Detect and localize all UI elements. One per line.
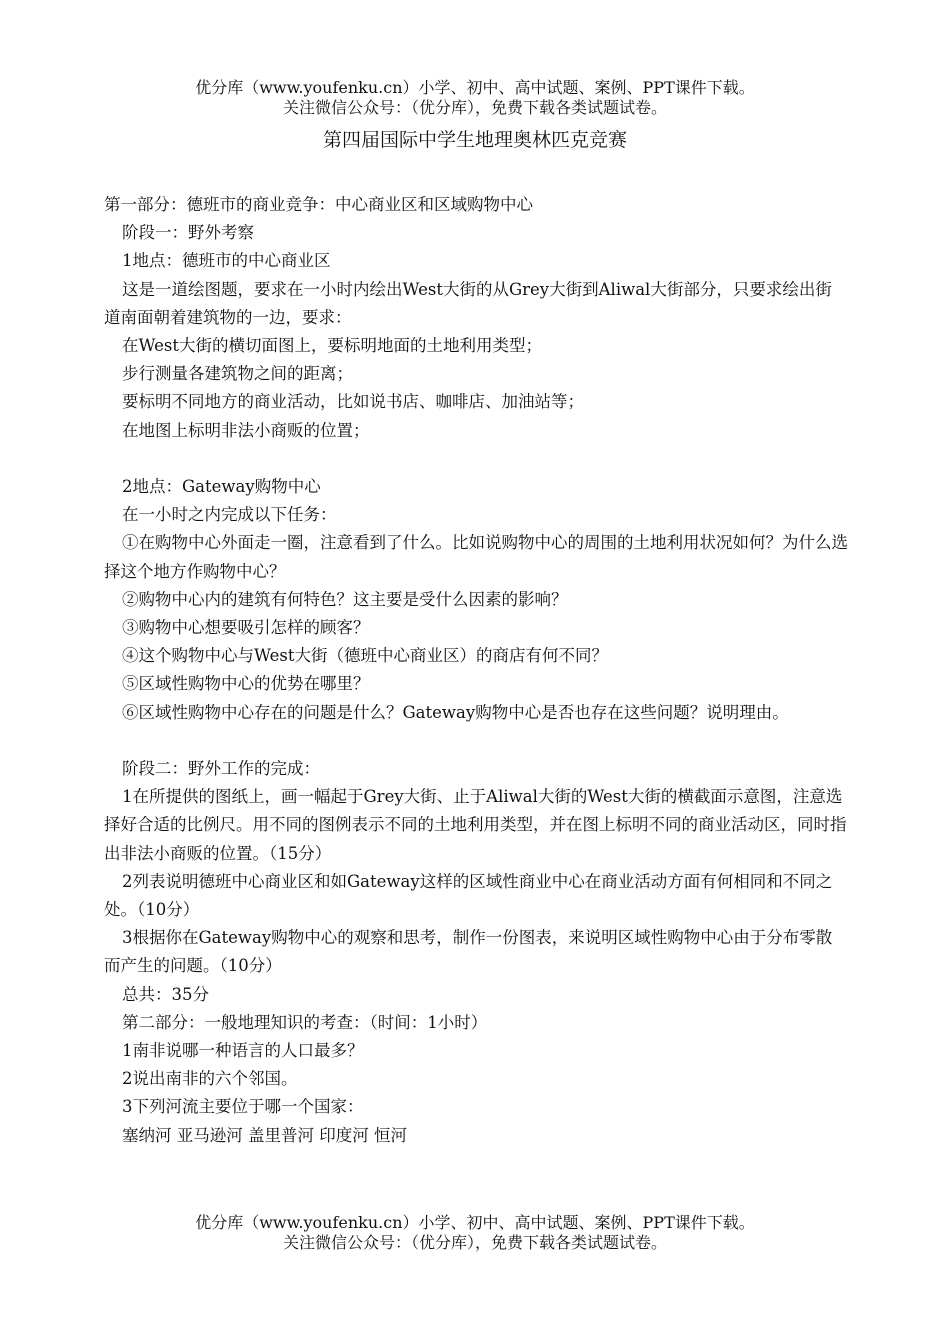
site2-item: ⑤区域性购物中心的优势在哪里？ — [122, 674, 370, 694]
blank-line — [104, 727, 848, 755]
stage2-item: 2列表说明德班中心商业区和如Gateway这样的区域性商业中心在商业活动方面有何相同和不同之处。（10分） — [104, 871, 833, 920]
document-body — [104, 191, 848, 1150]
site1-item: 要标明不同地方的商业活动，比如说书店、咖啡店、加油站等； — [122, 392, 584, 412]
site1-item: 步行测量各建筑物之间的距离； — [122, 364, 353, 384]
document-title: 第四届国际中学生地理奥林匹克竞赛 — [322, 129, 627, 151]
site1-title: 1地点：德班市的中心商业区 — [122, 251, 331, 271]
stage2-item: 3根据你在Gateway购物中心的观察和思考，制作一份图表，来说明区域性购物中心由于分布零散而产生的问题。（10分） — [104, 928, 833, 976]
part2-question: 3下列河流主要位于哪一个国家： — [122, 1097, 364, 1117]
part2-question: 1南非说哪一种语言的人口最多？ — [122, 1041, 364, 1061]
site2-item: ③购物中心想要吸引怎样的顾客？ — [122, 618, 370, 638]
site2-item: ⑥区域性购物中心存在的问题是什么？Gateway购物中心是否也存在这些问题？说明理由。 — [122, 702, 789, 722]
site1-item: 在地图上标明非法小商贩的位置； — [122, 420, 370, 440]
site2-item: ①在购物中心外面走一圈，注意看到了什么。比如说购物中心的周围的土地利用状况如何？为什么选择这个地方作购物中心？ — [104, 533, 848, 581]
page-header — [0, 78, 950, 118]
part2-heading: 第二部分：一般地理知识的考查：（时间：1小时） — [122, 1012, 488, 1032]
page-footer — [0, 1213, 950, 1253]
blank-line — [104, 445, 848, 473]
site1-intro: 这是一道绘图题，要求在一小时内绘出West大街的从Grey大街到Aliwal大街部分，只要求绘出街道南面朝着建筑物的一边，要求： — [104, 279, 832, 327]
site1-item: 在West大街的横切面图上，要标明地面的土地利用类型； — [122, 336, 542, 356]
stage1-heading: 阶段一：野外考察 — [122, 223, 254, 243]
site2-title: 2地点：Gateway购物中心 — [122, 477, 321, 497]
header-line-2: 关注微信公众号：（优分库），免费下载各类试题试卷。 — [282, 98, 667, 117]
footer-line-1: 优分库（www.youfenku.cn）小学、初中、高中试题、案例、PPT课件下载。 — [195, 1213, 755, 1232]
header-line-1: 优分库（www.youfenku.cn）小学、初中、高中试题、案例、PPT课件下载。 — [195, 78, 755, 97]
river-list: 塞纳河 亚马逊河 盖里普河 印度河 恒河 — [122, 1125, 407, 1145]
site2-item: ④这个购物中心与West大街（德班中心商业区）的商店有何不同？ — [122, 646, 608, 666]
part2-question: 2说出南非的六个邻国。 — [122, 1069, 298, 1089]
stage2-item: 1在所提供的图纸上，画一幅起于Grey大街、止于Aliwal大街的West大街的横截面示意图，注意选择好合适的比例尺。用不同的图例表示不同的土地利用类型，并在图上标明不同的商业活动区，同时指出非法小商贩的位置。（15分） — [104, 787, 847, 863]
site2-item: ②购物中心内的建筑有何特色？这主要是受什么因素的影响？ — [122, 589, 568, 609]
site2-intro: 在一小时之内完成以下任务： — [122, 505, 337, 525]
part1-heading: 第一部分：德班市的商业竞争：中心商业区和区域购物中心 — [104, 195, 533, 214]
stage2-heading: 阶段二：野外工作的完成： — [122, 759, 320, 779]
footer-line-2: 关注微信公众号：（优分库），免费下载各类试题试卷。 — [282, 1233, 667, 1252]
total-score: 总共：35分 — [122, 984, 209, 1004]
